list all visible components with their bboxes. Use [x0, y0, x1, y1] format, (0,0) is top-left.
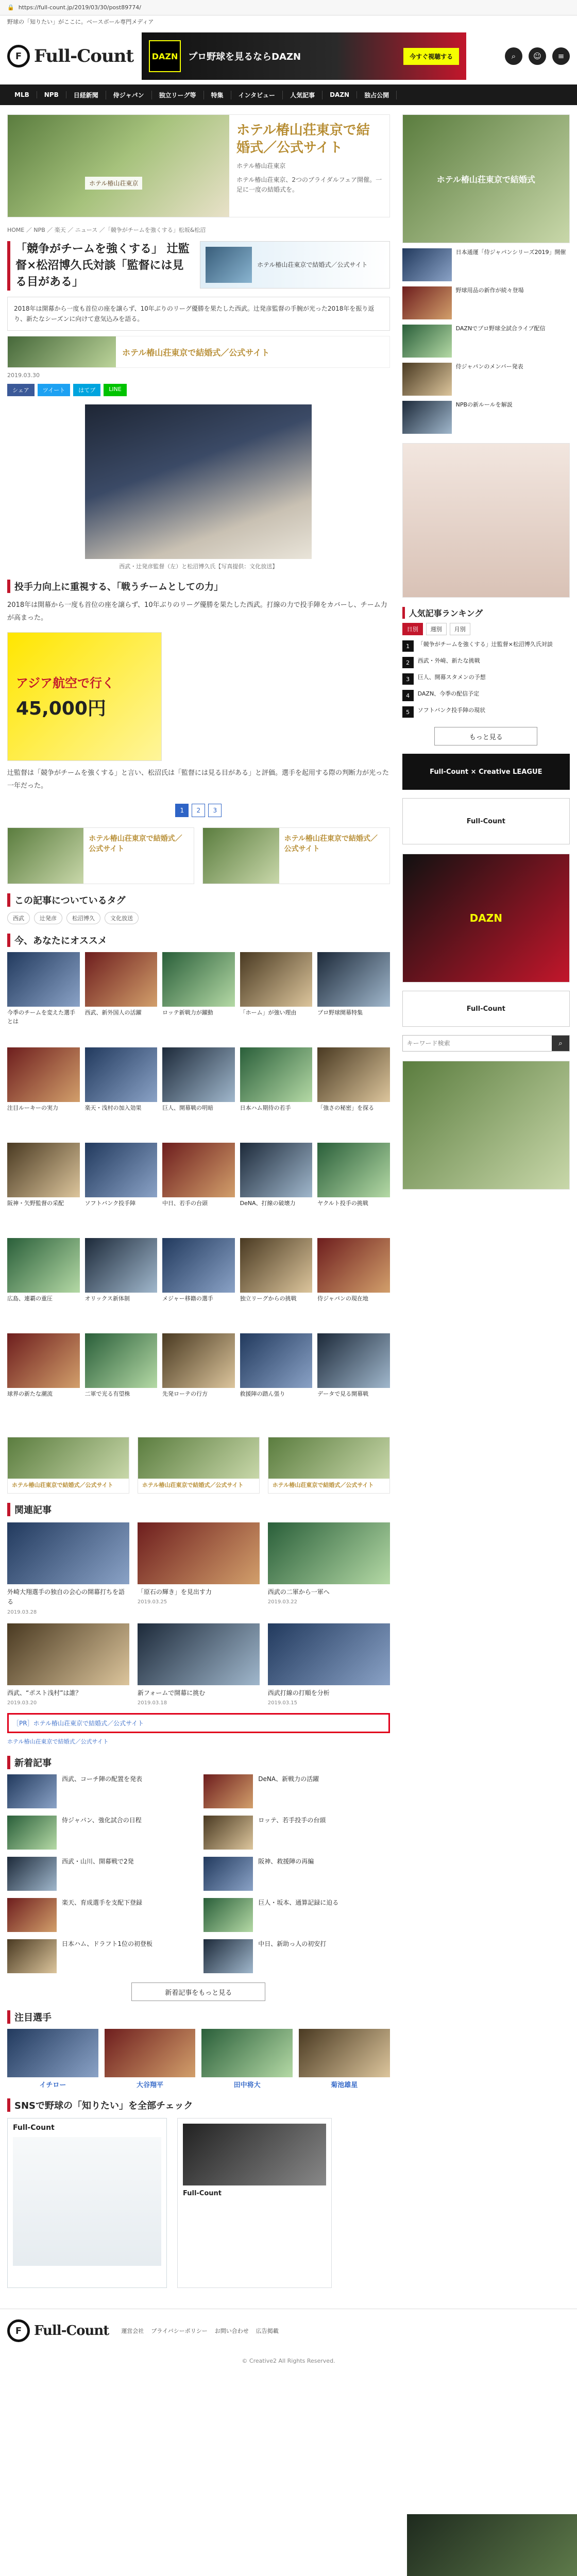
main-column: [7, 105, 390, 2288]
recommend-card[interactable]: 先発ローテの行方: [162, 1333, 235, 1423]
related-card[interactable]: 西武の二軍から一軍へ 2019.03.22: [268, 1522, 390, 1615]
related-card[interactable]: 「原石の輝き」を見出す力 2019.03.25: [138, 1522, 260, 1615]
recommend-card[interactable]: 二軍で光る有望株: [85, 1333, 158, 1423]
inline-ad[interactable]: [7, 336, 390, 368]
new-article-item[interactable]: 日本ハム、ドラフト1位の初登板: [7, 1939, 193, 1973]
recommend-card[interactable]: データで見る開幕戦: [317, 1333, 390, 1423]
logo-text: Full-Count: [34, 46, 134, 66]
recommend-card[interactable]: メジャー移籍の選手: [162, 1238, 235, 1328]
menu-icon[interactable]: ≡: [552, 47, 570, 65]
article-subheading: 投手力向上に重視する、「戦うチームとしての力」: [7, 580, 390, 593]
article-date: 2019.03.30: [7, 372, 40, 379]
nav-item[interactable]: 独立リーグ等: [152, 91, 204, 99]
recommend-card[interactable]: 救援陣の踏ん張り: [240, 1333, 313, 1423]
ad-card[interactable]: ホテル椿山荘東京で結婚式／公式サイト: [7, 1437, 129, 1494]
nav-item[interactable]: インタビュー: [231, 91, 283, 99]
players-heading: 注目選手: [7, 2010, 390, 2024]
recommend-card[interactable]: ヤクルト投手の挑戦: [317, 1143, 390, 1233]
article-body-2: 辻監督は「競争がチームを強くする」と言い、松沼氏は「監督には見る目がある」と評価。選手を起用する際の判断力が光った一年だった。: [7, 769, 389, 790]
sidebar-search: [402, 1035, 570, 1052]
player-card[interactable]: 大谷翔平: [105, 2029, 196, 2089]
breadcrumb[interactable]: HOME ／ NPB ／ 楽天 ／ ニュース ／「競争がチームを強くする」松坂&松沼: [7, 227, 206, 233]
recommend-card[interactable]: 中日、若手の台頭: [162, 1143, 235, 1233]
sidebar-dazn-label: DAZN: [469, 912, 502, 924]
highlighted-pr-link[interactable]: ［PR］ホテル椿山荘東京で結婚式／公式サイト: [7, 1713, 390, 1733]
recommend-card[interactable]: 楽天・浅村の加入効果: [85, 1047, 158, 1138]
facebook-embed[interactable]: [177, 2118, 332, 2288]
photo-caption: 西武・辻発彦監督（左）と松沼博久氏【写真提供：文化放送】: [119, 563, 278, 570]
url-text: https://full-count.jp/2019/03/30/post89774/: [18, 4, 141, 11]
pagination: [7, 804, 390, 817]
new-article-item[interactable]: ロッテ、若手投手の台頭: [203, 1816, 389, 1850]
facebook-share-button[interactable]: シェア: [7, 384, 35, 396]
nav-item[interactable]: 侍ジャパン: [106, 91, 152, 99]
recommend-card[interactable]: 独立リーグからの挑戦: [240, 1238, 313, 1328]
logo-mark: F: [7, 45, 30, 67]
player-card[interactable]: 田中将大: [201, 2029, 293, 2089]
header-ad-banner[interactable]: [142, 32, 466, 80]
nav-item[interactable]: 日経新聞: [66, 91, 106, 99]
hero-ad-tag: ホテル椿山荘東京: [85, 177, 142, 190]
ad-card-title: ホテル椿山荘東京で結婚式／公式サイト: [284, 835, 378, 854]
hero-ad-title: ホテル椿山荘東京で結婚式／公式サイト: [236, 123, 370, 156]
twitter-share-button[interactable]: ツイート: [38, 384, 70, 396]
hero-ad[interactable]: [7, 114, 390, 217]
new-article-item[interactable]: 阪神、救援陣の再編: [203, 1857, 389, 1891]
sidebar-news-item[interactable]: 侍ジャパンのメンバー発表: [402, 363, 570, 396]
hero-ad-sub: ホテル椿山荘東京: [236, 162, 286, 170]
new-article-item[interactable]: 巨人・坂本、通算記録に迫る: [203, 1898, 389, 1932]
nav-item[interactable]: 人気記事: [283, 91, 323, 99]
tag-link[interactable]: 西武: [7, 912, 30, 924]
sidebar-banner-creative-league[interactable]: Full-Count × Creative LEAGUE: [402, 754, 570, 790]
new-articles-list: [7, 1774, 390, 1973]
related-card[interactable]: 新フォームで開幕に挑む 2019.03.18: [138, 1623, 260, 1706]
nav-item[interactable]: 独占公開: [357, 91, 397, 99]
related-card[interactable]: 西武、“ポスト浅村”は誰？ 2019.03.20: [7, 1623, 129, 1706]
ad-card-title: ホテル椿山荘東京で結婚式／公式サイト: [89, 835, 182, 854]
line-share-button[interactable]: LINE: [104, 384, 127, 396]
new-article-item[interactable]: DeNA、新戦力の活躍: [203, 1774, 389, 1808]
recommend-card[interactable]: 阪神・矢野監督の采配: [7, 1143, 80, 1233]
lock-icon: 🔒: [7, 4, 14, 11]
footer-logo[interactable]: [7, 2319, 109, 2342]
sponsor-link[interactable]: ホテル椿山荘東京で結婚式／公式サイト: [7, 1738, 109, 1745]
new-article-item[interactable]: 楽天、育成選手を支配下登録: [7, 1898, 193, 1932]
new-article-item[interactable]: 西武・山川、開幕戦で2発: [7, 1857, 193, 1891]
sidebar-ad-model[interactable]: [402, 443, 570, 598]
sidebar-ad-top[interactable]: [402, 114, 570, 243]
ad-card[interactable]: ホテル椿山荘東京で結婚式／公式サイト: [268, 1437, 390, 1494]
ad-card[interactable]: ホテル椿山荘東京で結婚式／公式サイト: [138, 1437, 260, 1494]
related-card[interactable]: 外崎大翔選手の独自の会心の開幕打ちを語る 2019.03.28: [7, 1522, 129, 1615]
page-1[interactable]: 1: [175, 804, 189, 817]
tag-link[interactable]: 辻発彦: [34, 912, 62, 924]
sidebar-news-item[interactable]: 日本通運「侍ジャパンシリーズ2019」開催: [402, 248, 570, 281]
ad-card[interactable]: [202, 827, 389, 884]
article-body-1: 2018年は開幕から一度も首位の座を譲らず、10年ぶりのリーグ優勝を果たした西武。打線の力で投手陣をカバーし、チーム力が高まった。: [7, 601, 387, 622]
related-heading: 関連記事: [7, 1503, 390, 1516]
recommend-card[interactable]: 「ホーム」が強い理由: [240, 952, 313, 1042]
related-grid: [7, 1522, 390, 1706]
footer-link[interactable]: お問い合わせ: [214, 2328, 249, 2335]
page-3[interactable]: 3: [208, 804, 222, 817]
sidebar-ad-title: ホテル椿山荘東京で結婚式: [436, 174, 535, 184]
hero-ad-desc: ホテル椿山荘東京、2つのブライダルフェア開催。一足に一度の結婚式を。: [236, 176, 382, 193]
recommend-card[interactable]: 巨人、開幕戦の明暗: [162, 1047, 235, 1138]
recommend-card[interactable]: オリックス新体制: [85, 1238, 158, 1328]
player-card[interactable]: イチロー: [7, 2029, 98, 2089]
inline-ad-title: ホテル椿山荘東京で結婚式／公式サイト: [122, 347, 270, 358]
recommend-card[interactable]: 広島、連覇の重圧: [7, 1238, 80, 1328]
sidebar-news-item[interactable]: NPBの新ルールを解説: [402, 401, 570, 434]
ranking-item[interactable]: 5 ソフトバンク投手陣の現状: [402, 706, 570, 718]
recommend-card[interactable]: 侍ジャパンの現在地: [317, 1238, 390, 1328]
ad-card[interactable]: [7, 827, 194, 884]
footer-logo-text: Full-Count: [34, 2323, 109, 2339]
facebook-page-name: Full-Count: [183, 2190, 222, 2198]
new-article-item[interactable]: 侍ジャパン、強化試合の日程: [7, 1816, 193, 1850]
ranking-heading: 人気記事ランキング: [402, 607, 570, 619]
mid-ad-line2: 45,000円: [16, 698, 106, 719]
hero-ad-image: [8, 115, 229, 217]
corner-ad[interactable]: [407, 2514, 577, 2576]
sidebar-ad-bottom[interactable]: [402, 1061, 570, 1190]
footer: [0, 2309, 577, 2352]
mid-article-ad[interactable]: [7, 632, 162, 761]
logo-mark: F: [7, 2319, 30, 2342]
recommend-card[interactable]: 今季のチームを変えた選手とは: [7, 952, 80, 1042]
nav-item[interactable]: DAZN: [323, 91, 357, 98]
search-icon[interactable]: ⌕: [552, 1036, 569, 1051]
recommend-card[interactable]: プロ野球開幕特集: [317, 952, 390, 1042]
sns-heading: SNSで野球の「知りたい」を全部チェック: [7, 2098, 390, 2112]
recommend-card[interactable]: 西武、新外国人の活躍: [85, 952, 158, 1042]
sidebar-search-input[interactable]: [403, 1036, 552, 1051]
sidebar: [402, 105, 570, 2288]
sidebar-banner-fullcount[interactable]: Full-Count: [402, 798, 570, 844]
footer-link[interactable]: プライバシーポリシー: [151, 2328, 208, 2335]
twitter-timeline[interactable]: [13, 2137, 161, 2266]
share-buttons: [7, 384, 390, 396]
title-ad-text: ホテル椿山荘東京で結婚式／公式サイト: [257, 261, 368, 268]
ranking-item[interactable]: 4 DAZN、今季の配信予定: [402, 690, 570, 701]
search-icon[interactable]: ⌕: [505, 47, 522, 65]
ranking-item[interactable]: 2 西武・外崎、新たな挑戦: [402, 657, 570, 668]
dazn-badge: DAZN: [149, 40, 181, 72]
nav-item[interactable]: 特集: [204, 91, 231, 99]
recommend-grid: [7, 952, 390, 1423]
sidebar-news-item[interactable]: DAZNでプロ野球全試合ライブ配信: [402, 325, 570, 358]
recommend-card[interactable]: 注目ルーキーの実力: [7, 1047, 80, 1138]
article-title: 「競争がチームを強くする」 辻監督×松沼博久氏対談「監督には見る目がある」: [7, 241, 193, 291]
tag-link[interactable]: 松沼博久: [66, 912, 100, 924]
browser-url-bar[interactable]: [0, 0, 577, 15]
copyright: © Creative2 All Rights Reserved.: [242, 2358, 335, 2365]
sidebar-ad-dazn[interactable]: [402, 854, 570, 982]
footer-link[interactable]: 広告掲載: [256, 2328, 279, 2335]
player-card[interactable]: 菊池雄星: [299, 2029, 390, 2089]
tags-heading: この記事についているタグ: [7, 893, 390, 907]
main-nav: [0, 84, 577, 105]
ranking-more-button[interactable]: もっと見る: [434, 727, 537, 745]
related-card[interactable]: 西武打線の打順を分析 2019.03.15: [268, 1623, 390, 1706]
ranking-tab-monthly[interactable]: 月別: [450, 623, 470, 635]
article-photo: [85, 404, 312, 559]
recommend-card[interactable]: 球界の新たな潮流: [7, 1333, 80, 1423]
ad-card-image: [203, 828, 279, 884]
ranking-tab-weekly[interactable]: 週別: [426, 623, 447, 635]
more-new-articles-button[interactable]: 新着記事をもっと見る: [131, 1982, 265, 2001]
recommend-card[interactable]: ロッテ新戦力が躍動: [162, 952, 235, 1042]
header-ad-title: プロ野球を見るならDAZN: [188, 52, 301, 62]
inline-ad-image: [8, 336, 116, 367]
site-header: [0, 28, 577, 84]
recommend-card[interactable]: 日本ハム期待の若手: [240, 1047, 313, 1138]
recommend-card[interactable]: ソフトバンク投手陣: [85, 1143, 158, 1233]
facebook-cover: [183, 2124, 326, 2185]
twitter-embed[interactable]: [7, 2118, 167, 2288]
new-article-item[interactable]: 西武、コーチ陣の配置を発表: [7, 1774, 193, 1808]
article-lead: 2018年は開幕から一度も首位の座を譲らず、10年ぶりのリーグ優勝を果たした西武。辻発彦監督の手腕が光った2018年を振り返り、新たなシーズンに向けて意気込みを語る。: [7, 297, 390, 331]
user-icon[interactable]: ☺: [529, 47, 546, 65]
nav-item[interactable]: MLB: [7, 91, 37, 98]
recommend-heading: 今、あなたにオススメ: [7, 934, 390, 947]
mid-ad-line1: アジア航空で行く: [16, 675, 115, 690]
hatena-share-button[interactable]: はてブ: [73, 384, 100, 396]
new-article-item[interactable]: 中日、新助っ人の初安打: [203, 1939, 389, 1973]
twitter-account-name: Full-Count: [13, 2124, 55, 2132]
ranking-tab-daily[interactable]: 日別: [402, 623, 423, 635]
site-logo[interactable]: [7, 45, 133, 67]
tag-link[interactable]: 文化放送: [105, 912, 139, 924]
sidebar-news-item[interactable]: 野球用品の新作が続々登場: [402, 286, 570, 319]
ranking-item[interactable]: 1 「競争がチームを強くする」辻監督×松沼博久氏対談: [402, 640, 570, 652]
recommend-card[interactable]: DeNA、打線の破壊力: [240, 1143, 313, 1233]
ad-card-image: [8, 828, 83, 884]
recommend-card[interactable]: 「強さの秘密」を探る: [317, 1047, 390, 1138]
header-ad-cta[interactable]: 今すぐ視聴する: [403, 48, 459, 65]
site-tagline: 野球の「知りたい」がここに。ベースボール専門メディア: [7, 19, 154, 25]
new-articles-heading: 新着記事: [7, 1756, 390, 1769]
players-grid: [7, 2029, 390, 2089]
title-side-ad[interactable]: [200, 241, 390, 289]
page-2[interactable]: 2: [192, 804, 205, 817]
nav-item[interactable]: NPB: [37, 91, 66, 98]
ranking-item[interactable]: 3 巨人、開幕スタメンの予想: [402, 673, 570, 685]
sidebar-banner-fullcount-2[interactable]: Full-Count: [402, 991, 570, 1027]
title-ad-thumb: [206, 247, 252, 283]
footer-link[interactable]: 運営会社: [121, 2328, 144, 2335]
